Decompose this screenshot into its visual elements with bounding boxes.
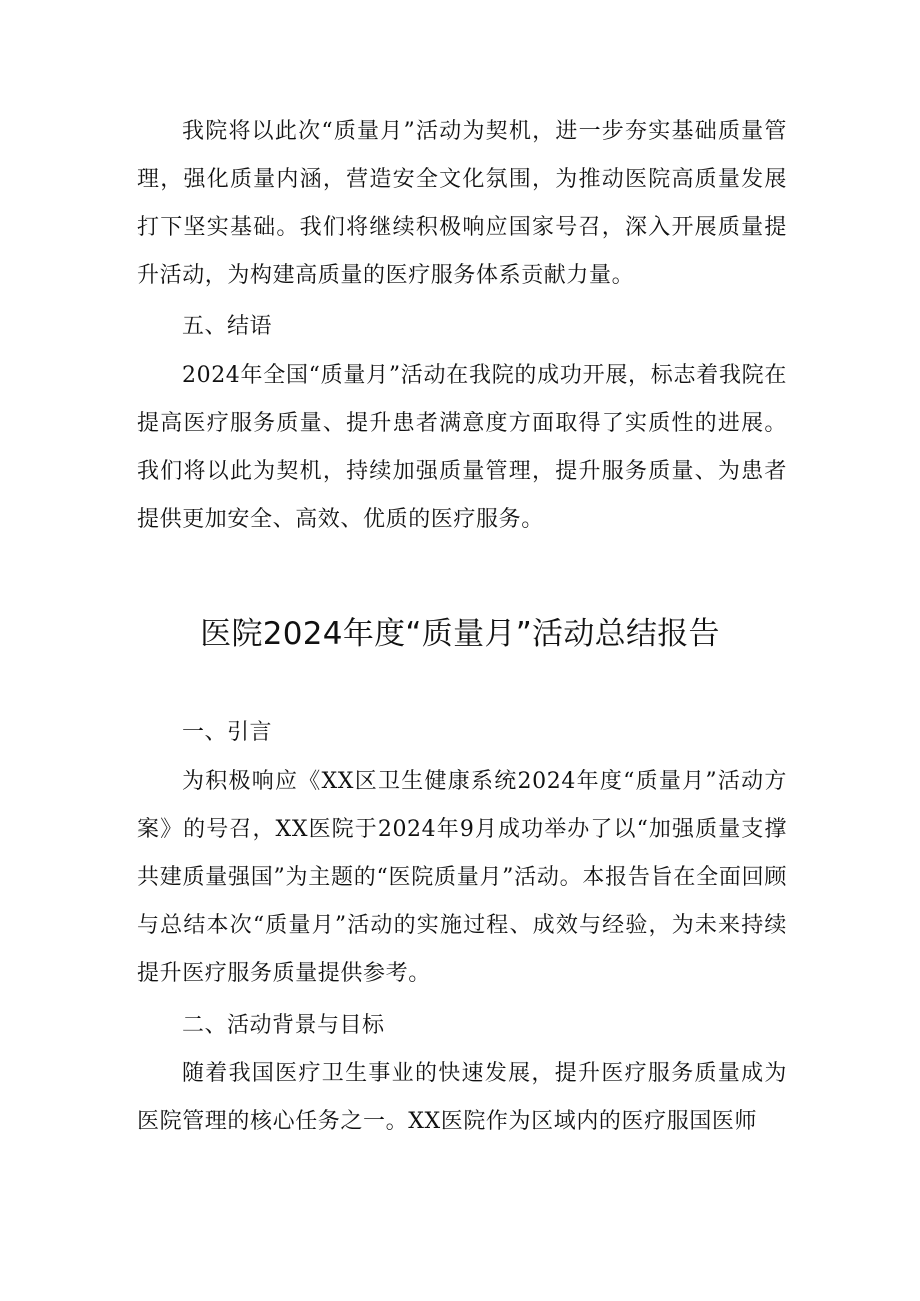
paragraph-introduction: 为积极响应《XX区卫生健康系统2024年度“质量月”活动方案》的号召，XX医院于2024年9月成功举办了以“加强质量支撑共建质量强国”为主题的“医院质量月”活动。本报告旨在全面回顾与总结本次“质量月”活动的实施过程、成效与经验，为未来持续提升医疗服务质量提供参考。	[137, 769, 787, 986]
heading-introduction: 一、引言	[182, 720, 273, 745]
paragraph-quality-month-commitment: 我院将以此次“质量月”活动为契机，进一步夯实基础质量管理，强化质量内涵，营造安全文化氛围，为推动医院高质量发展打下坚实基础。我们将继续积极响应国家号召，深入开展质量提升活动，为构建高质量的医疗服务体系贡献力量。	[137, 119, 787, 288]
heading-background-goals: 二、活动背景与目标	[182, 1013, 385, 1038]
heading-conclusion: 五、结语	[182, 314, 273, 339]
report-title: 医院2024年度“质量月”活动总结报告	[200, 616, 720, 652]
paragraph-background: 随着我国医疗卫生事业的快速发展，提升医疗服务质量成为医院管理的核心任务之一。XX医院作为区域内的医疗服国医师	[137, 1061, 787, 1134]
paragraph-conclusion: 2024年全国“质量月”活动在我院的成功开展，标志着我院在提高医疗服务质量、提升患者满意度方面取得了实质性的进展。我们将以此为契机，持续加强质量管理，提升服务质量、为患者提供更加安全、高效、优质的医疗服务。	[137, 363, 787, 532]
